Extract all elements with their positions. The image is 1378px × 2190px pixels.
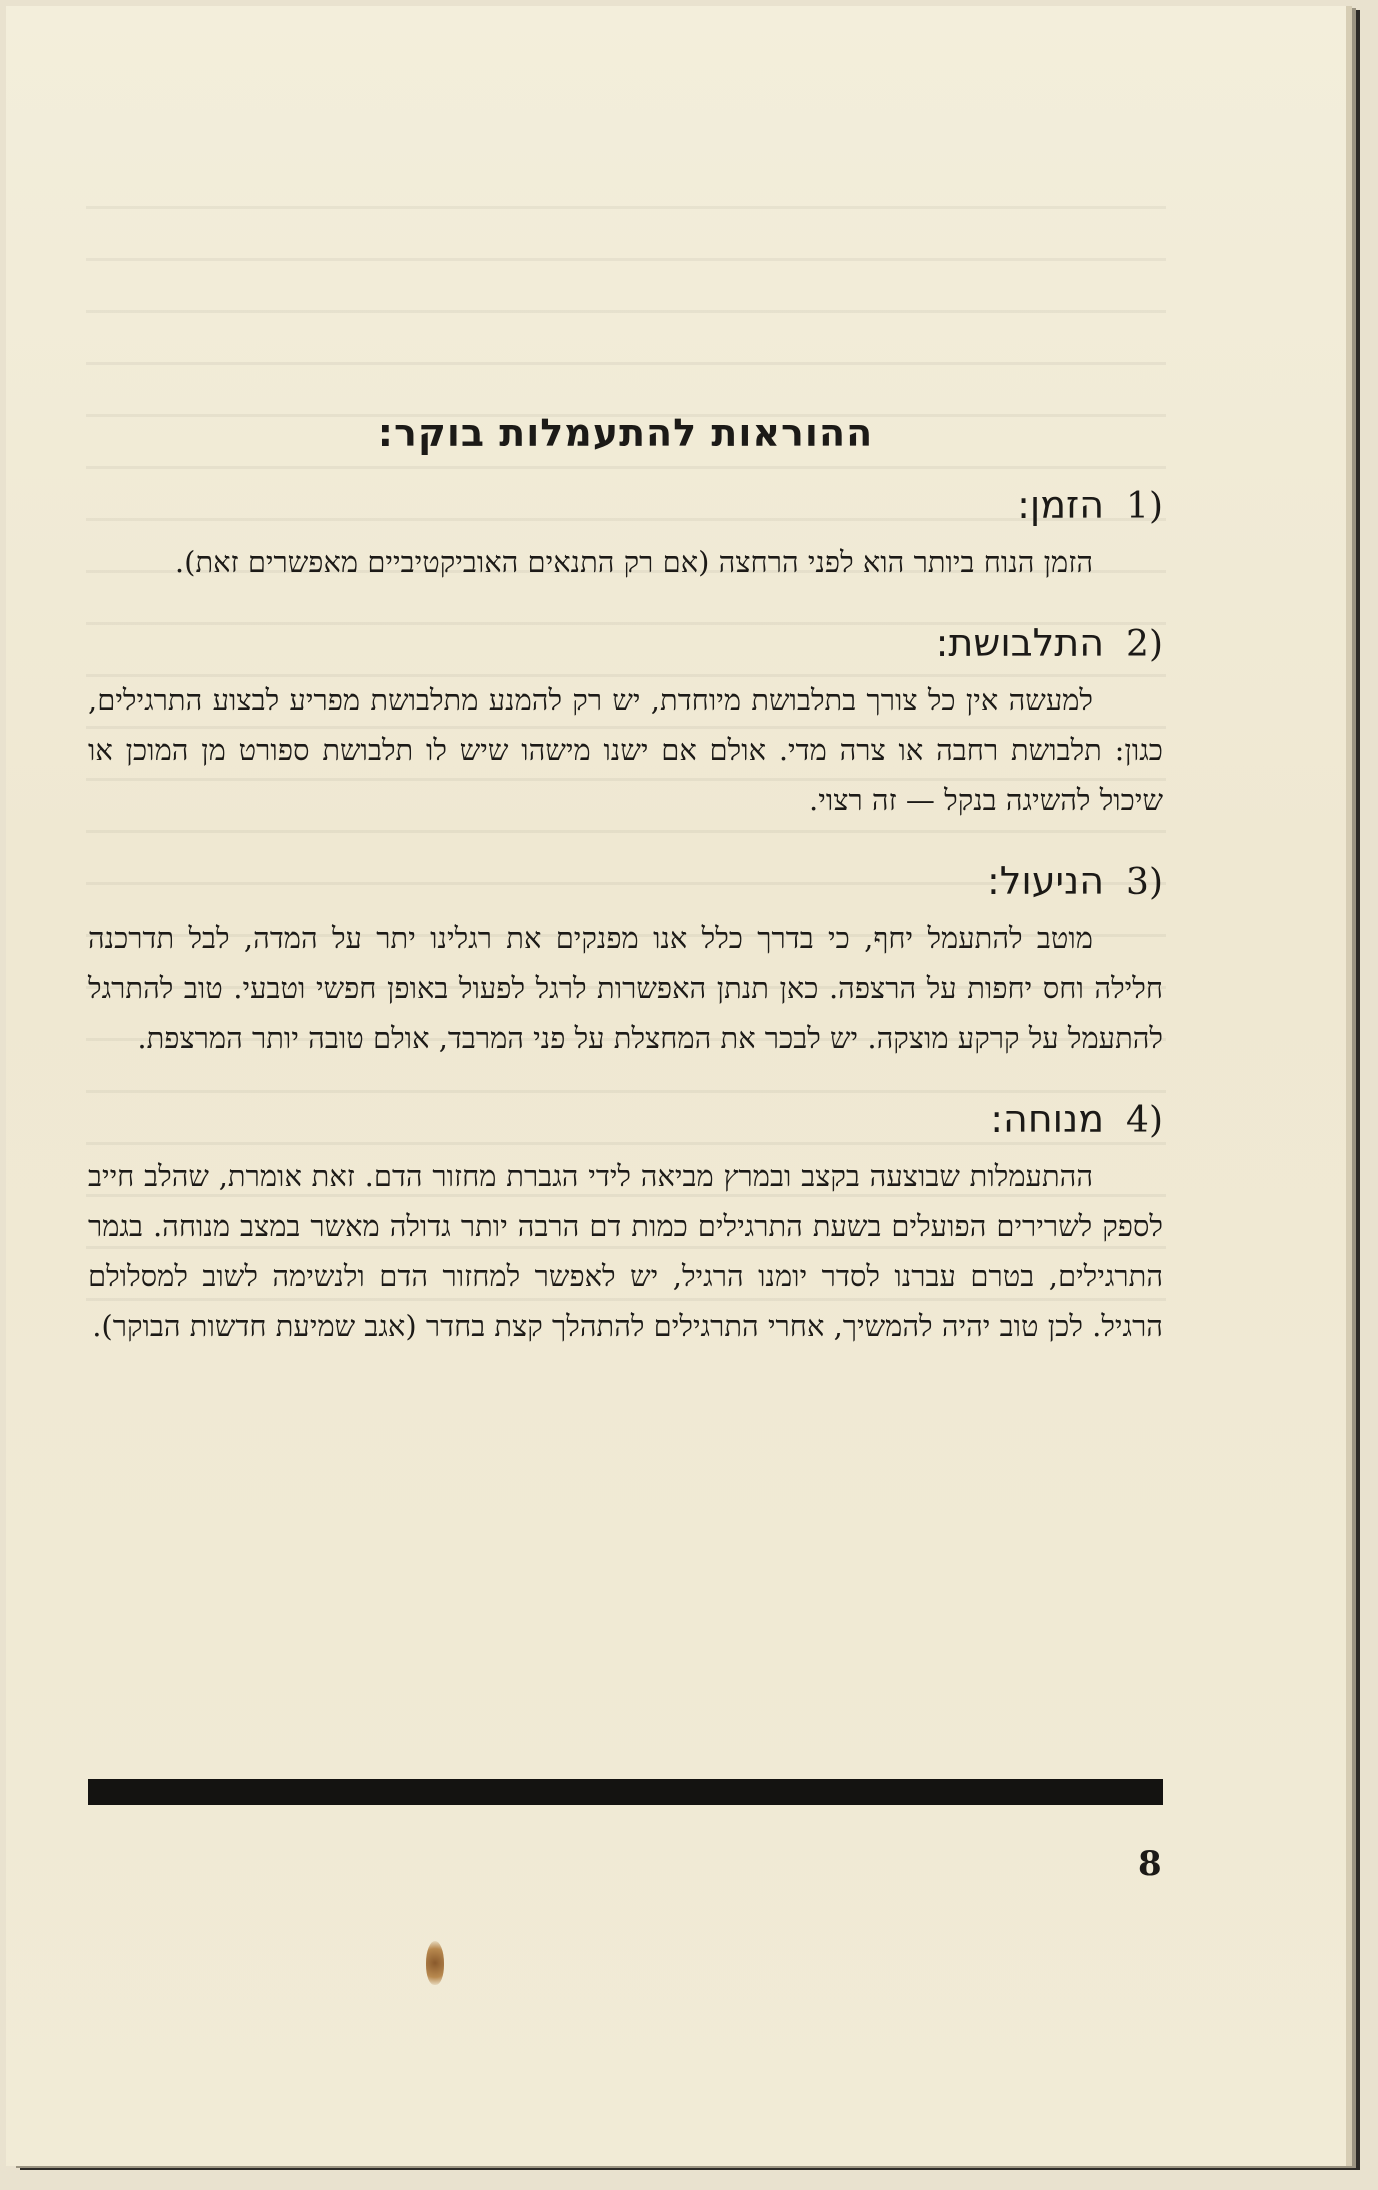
section-text: למעשה אין כל צורך בתלבושת מיוחדת, יש רק להמנע מתלבושת מפריע לבצוע התרגילים, כגון: תלבושת רחבה או צרה מדי. אולם אם ישנו מישהו שיש לו תלבושת ספורט מן המוכן או שיכול להשיגה בנקל — זה רצוי. — [88, 683, 1163, 817]
section-heading — [88, 621, 1163, 665]
section-title: הניעול: — [986, 859, 1105, 903]
section-number: (3 — [1126, 862, 1163, 903]
section-title: התלבושת: — [935, 621, 1105, 665]
section-title: הזמן: — [1017, 483, 1105, 527]
section-number: (1 — [1126, 486, 1163, 527]
section-heading — [88, 483, 1163, 527]
page-title: ההוראות להתעמלות בוקר: — [377, 411, 874, 455]
section-number: (2 — [1126, 624, 1163, 665]
paper-stain — [426, 1941, 444, 1985]
page-content — [88, 411, 1163, 1385]
section-rest — [88, 1097, 1163, 1351]
section-text: ההתעמלות שבוצעה בקצב ובמרץ מביאה לידי הגברת מחזור הדם. זאת אומרת, שהלב חייב לספק לשרירים הפועלים בשעת התרגילים כמות דם הרבה יותר גדולה מאשר במצב מנוחה. בגמר התרגילים, בטרם עברנו לסדר יומנו הרגיל, יש לאפשר למחזור הדם ולנשימה לשוב למסלולם הרגיל. לכן טוב יהיה להמשיך, אחרי התרגילים להתהלך קצת בחדר (אגב שמיעת חדשות הבוקר). — [88, 1159, 1163, 1343]
section-heading — [88, 1097, 1163, 1141]
section-heading — [88, 859, 1163, 903]
section-clothing — [88, 621, 1163, 825]
section-footwear — [88, 859, 1163, 1063]
section-divider-bar — [88, 1779, 1163, 1805]
section-text: הזמן הנוח ביותר הוא לפני הרחצה (אם רק התנאים האוביקטיביים מאפשרים זאת). — [174, 545, 1093, 579]
section-text: מוטב להתעמל יחף, כי בדרך כלל אנו מפנקים את רגלינו יתר על המדה, לבל תדרכנה חלילה וחס יחפות על הרצפה. כאן תנתן האפשרות לרגל לפעול באופן חפשי וטבעי. טוב להתרגל להתעמל על קרקע מוצקה. יש לבכר את המחצלת על פני המרבד, אולם טובה יותר המרצפת. — [88, 921, 1163, 1055]
section-number: (4 — [1126, 1100, 1163, 1141]
book-page — [6, 6, 1346, 2166]
section-time — [88, 483, 1163, 587]
section-title: מנוחה: — [990, 1097, 1105, 1141]
page-number: 8 — [1138, 1844, 1162, 1884]
